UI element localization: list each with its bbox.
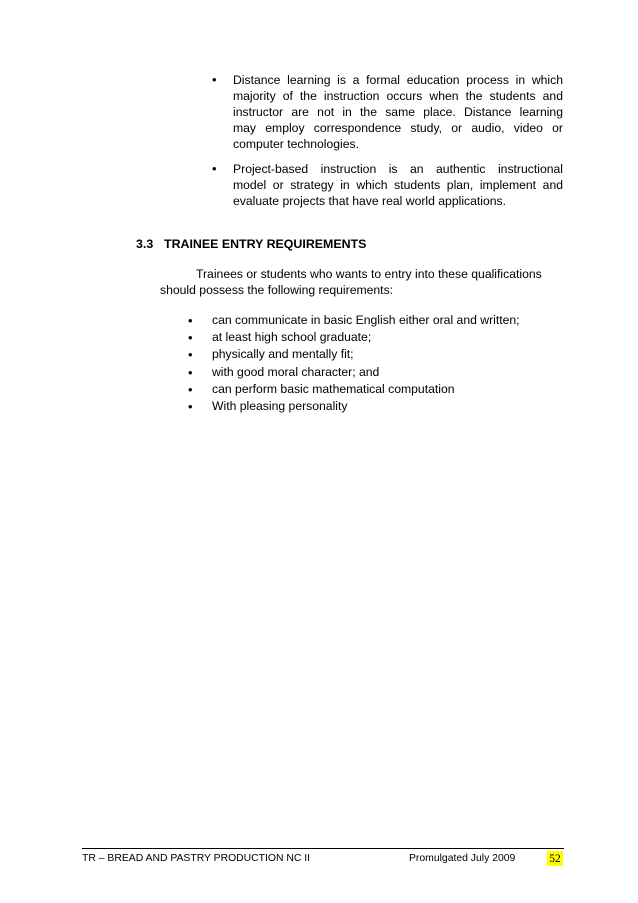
text-line: evaluate projects that have real world applications. [233,194,507,208]
text-line: instructor are not in the same place. Distance learning [233,105,563,119]
list-item-text: can communicate in basic English either oral and written; [212,313,520,327]
footer-promulgation-date: Promulgated July 2009 [409,853,516,864]
list-item-text: with good moral character; and [212,364,380,379]
text-line: Trainees or students who wants to entry into these qualifications [196,267,542,281]
bullet-paragraph-project-based [233,161,563,209]
list-item [188,346,520,363]
text-line: Distance learning is a formal education process in which [233,73,563,87]
bullet-paragraph-distance-learning [233,72,563,152]
bullet-marker: • [188,313,193,328]
list-item-text: at least high school graduate; [212,330,372,345]
text-line: may employ correspondence study, or audio, video or [233,121,563,135]
bullet-marker: • [212,72,217,87]
footer-document-title: TR – BREAD AND PASTRY PRODUCTION NC II [82,853,311,864]
section-heading [136,236,366,252]
bullet-marker: • [188,399,193,415]
text-line: majority of the instruction occurs when the students and [233,89,563,103]
list-item-text: With pleasing personality [212,399,348,414]
requirements-list [188,312,520,415]
footer-divider [82,848,564,849]
list-item [188,312,520,329]
list-item-text: physically and mentally fit; [212,347,354,362]
bullet-marker: • [188,381,193,397]
bullet-marker: • [188,364,193,380]
list-item [188,398,520,415]
section-title: TRAINEE ENTRY REQUIREMENTS [164,237,367,251]
section-number: 3.3 [136,237,154,251]
bullet-marker: • [212,161,217,176]
list-item [188,381,520,398]
text-line: computer technologies. [233,137,360,151]
text-line: Project-based instruction is an authentic instructional [233,162,563,176]
list-item [188,329,520,346]
text-line: should possess the following requirements: [160,283,394,297]
section-intro [160,266,563,298]
footer-page-number: 52 [547,851,563,866]
text-line: model or strategy in which students plan, implement and [233,178,563,192]
bullet-marker: • [188,330,193,346]
list-item-text: can perform basic mathematical computation [212,381,455,396]
bullet-marker: • [188,347,193,363]
list-item [188,364,520,381]
